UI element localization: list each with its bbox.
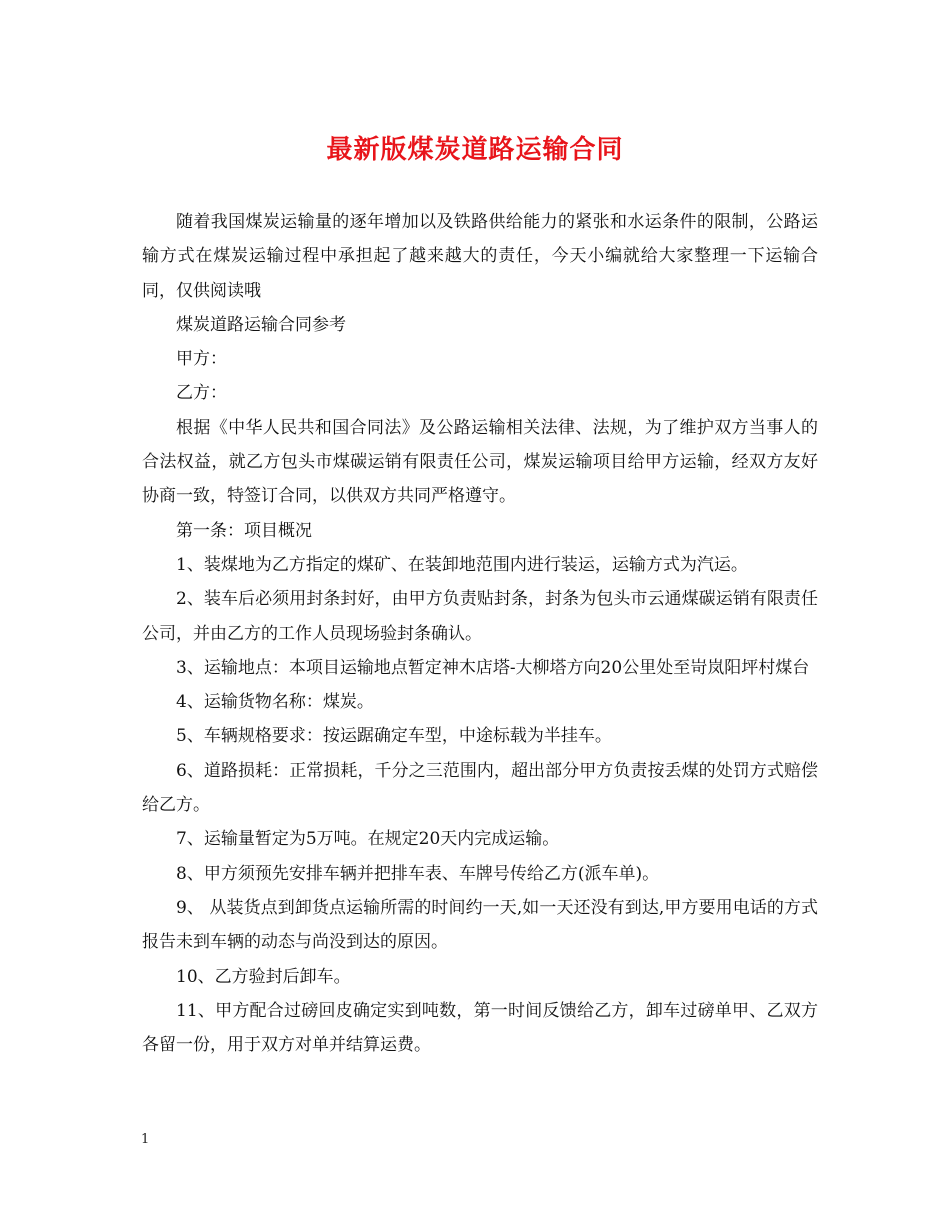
- clause-10: 10、乙方验封后卸车。: [176, 966, 351, 987]
- party-a-line: 甲方：: [176, 349, 227, 370]
- clause-11: 11、甲方配合过磅回皮确定实到吨数，第一时间反馈给乙方，卸车过磅单甲、乙双方各留一份，用于双方对单并结算运费。: [142, 1000, 818, 1056]
- clause-9: 9、 从装货点到卸货点运输所需的时间约一天,如一天还没有到达,甲方要用电话的方式报告未到车辆的动态与尚没到达的原因。: [142, 897, 818, 953]
- document-title: 最新版煤炭道路运输合同: [326, 135, 624, 165]
- contract-subtitle: 煤炭道路运输合同参考: [176, 314, 346, 335]
- preamble-paragraph: 根据《中华人民共和国合同法》及公路运输相关法律、法规，为了维护双方当事人的合法权益，就乙方包头市煤碳运销有限责任公司，煤炭运输项目给甲方运输，经双方友好协商一致，特签订合同，以供双方共同严格遵守。: [142, 417, 818, 507]
- article-heading: 第一条：项目概况: [176, 520, 312, 541]
- clause-5: 5、车辆规格要求：按运踞确定车型，中途标载为半挂车。: [176, 726, 612, 747]
- clause-6: 6、道路损耗：正常损耗，千分之三范围内，超出部分甲方负责按丢煤的处罚方式赔偿给乙方。: [142, 760, 818, 816]
- clause-1: 1、装煤地为乙方指定的煤矿、在装卸地范围内进行装运，运输方式为汽运。: [176, 554, 748, 575]
- intro-paragraph: 随着我国煤炭运输量的逐年增加以及铁路供给能力的紧张和水运条件的限制，公路运输方式在煤炭运输过程中承担起了越来越大的责任，今天小编就给大家整理一下运输合同，仅供阅读哦: [142, 212, 818, 301]
- clause-4: 4、运输货物名称：煤炭。: [176, 692, 374, 713]
- page-number: 1: [141, 1132, 150, 1147]
- party-b-line: 乙方：: [176, 383, 227, 404]
- clause-3: 3、运输地点：本项目运输地点暂定神木店塔-大柳塔方向20公里处至岢岚阳坪村煤台: [176, 657, 810, 678]
- clause-8: 8、甲方须预先安排车辆并把排车表、车牌号传给乙方(派车单)。: [176, 863, 660, 884]
- document-body: [142, 205, 818, 1062]
- clause-7: 7、运输量暂定为5万吨。在规定20天内完成运输。: [176, 829, 560, 850]
- clause-2: 2、装车后必须用封条封好，由甲方负责贴封条，封条为包头市云通煤碳运销有限责任公司，并由乙方的工作人员现场验封条确认。: [142, 589, 818, 644]
